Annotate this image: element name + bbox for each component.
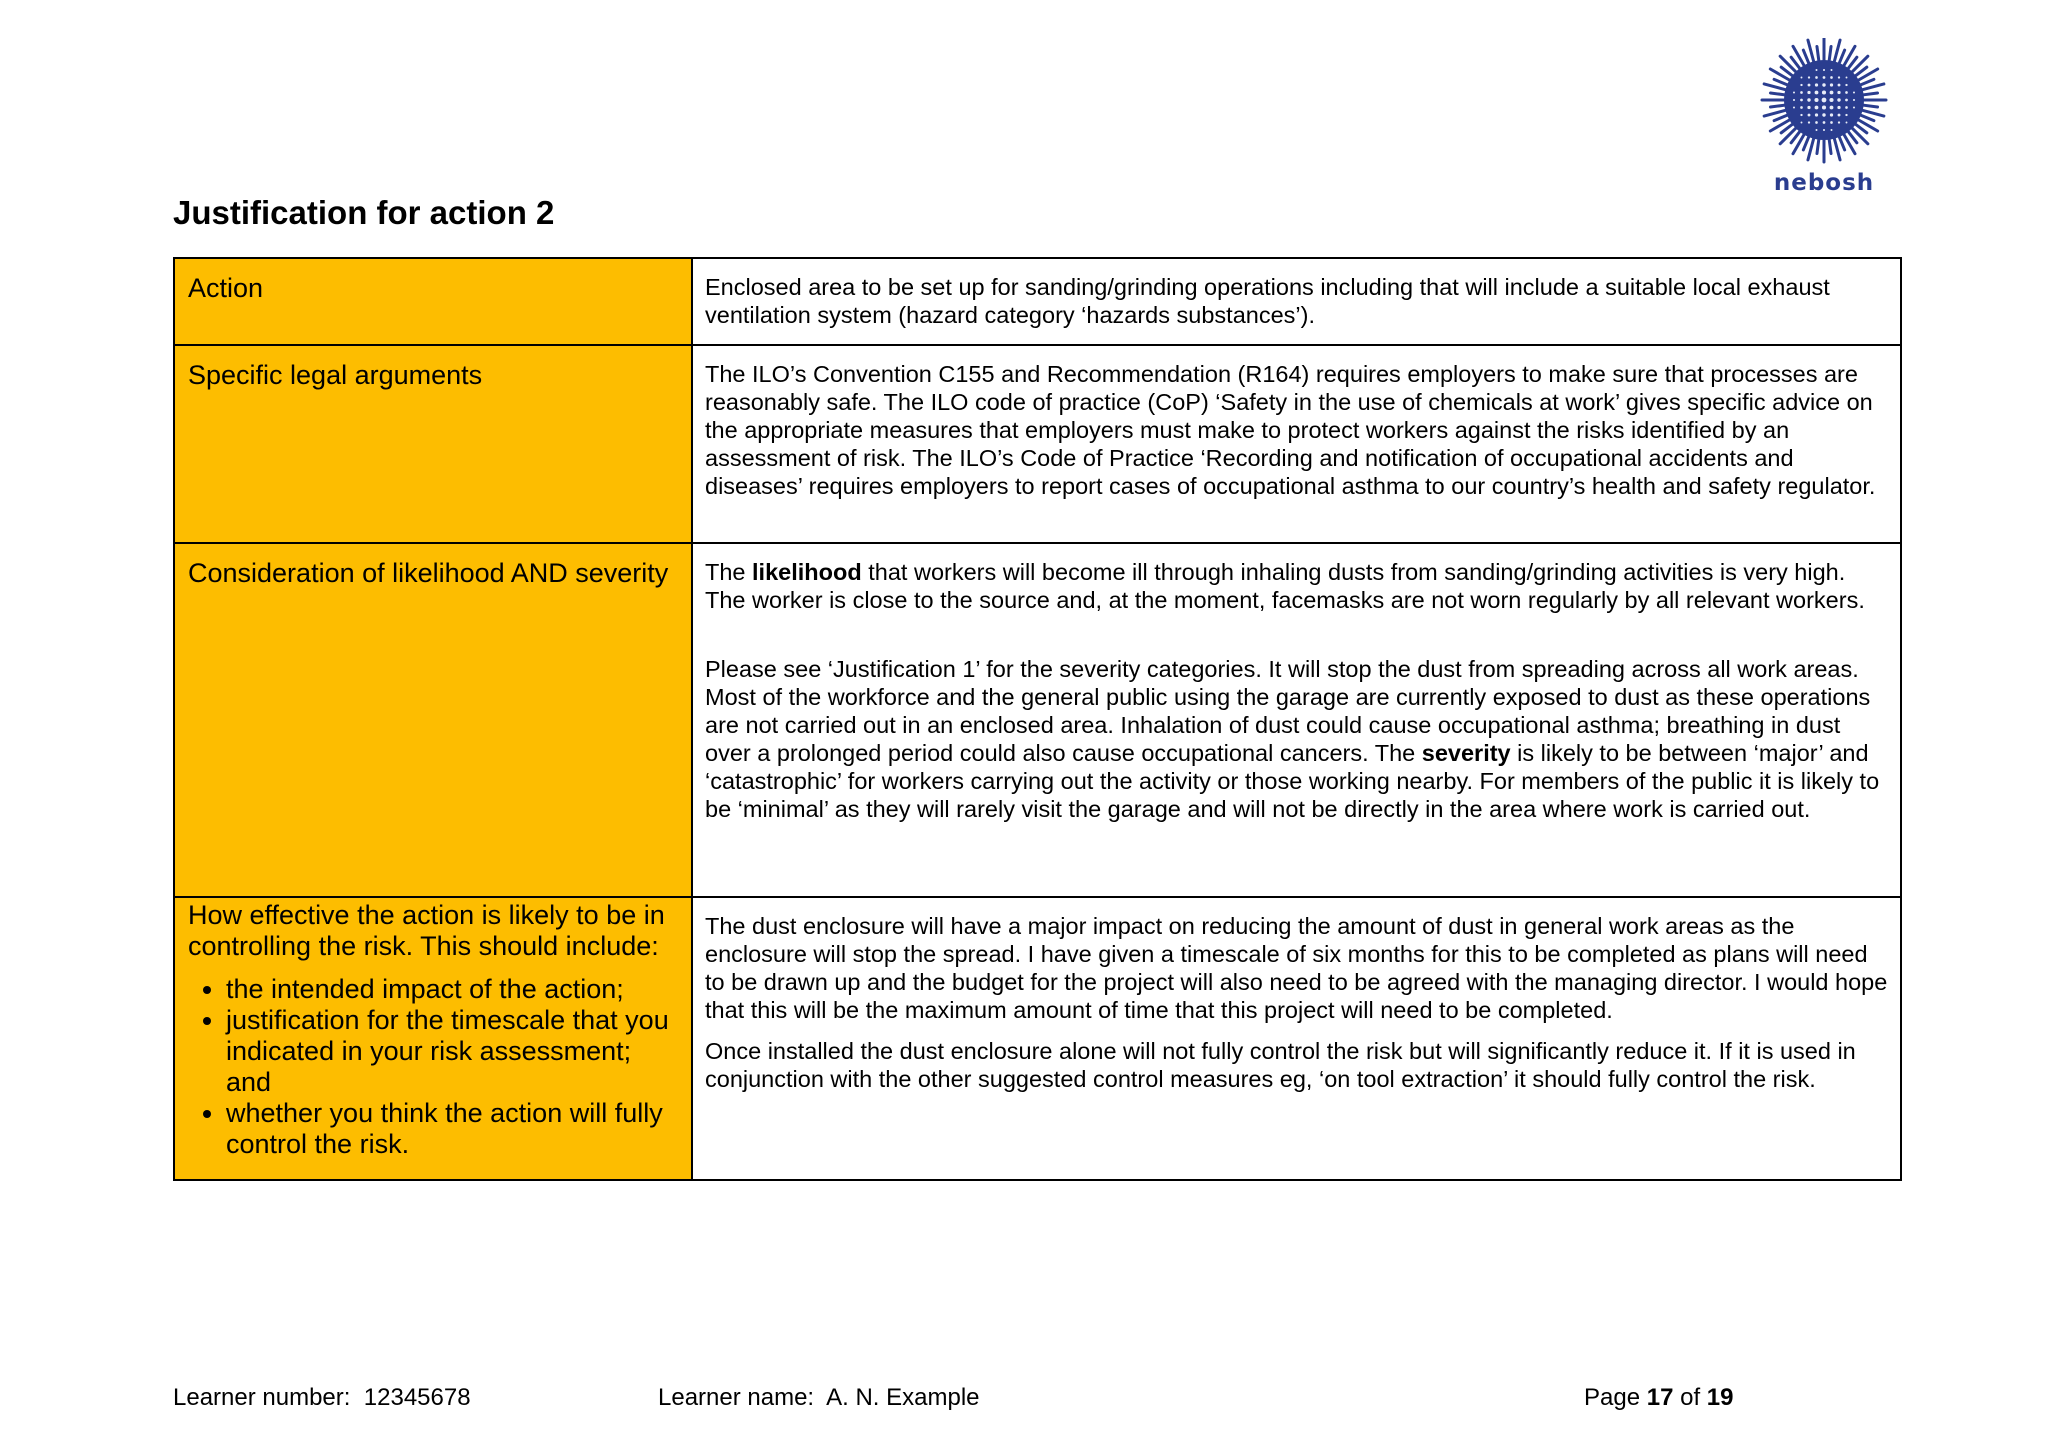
content-paragraph xyxy=(705,360,1888,500)
justification-table xyxy=(173,257,1902,1181)
content-paragraph xyxy=(705,1037,1888,1093)
row-label: Consideration of likelihood AND severity xyxy=(174,543,692,897)
content-paragraph xyxy=(705,912,1888,1024)
list-item: • whether you think the action will fully control the risk. xyxy=(226,1098,679,1160)
row-label-cell xyxy=(174,897,692,1180)
page-of-word: of xyxy=(1680,1384,1701,1411)
text-run: is likely to be between ‘major’ and ‘catastrophic’ for workers carrying out the activity or those working nearby. For members of the public it is likely to be ‘minimal’ as they will rarely visit the garage and will not be directly in the area where work is carried out. xyxy=(705,740,1880,822)
page-current: 17 xyxy=(1646,1384,1674,1411)
starburst-icon xyxy=(1748,38,1900,168)
table-row-effectiveness xyxy=(174,897,1901,1180)
page-total: 19 xyxy=(1706,1384,1734,1411)
text-run: that workers will become ill through inhaling dusts from sanding/grinding activities is very high. The worker is close to the source and, at the moment, facemasks are not worn regularly by all relevant workers. xyxy=(705,559,1865,613)
logo-wordmark: nebosh xyxy=(1773,170,1875,196)
learner-name-value: A. N. Example xyxy=(826,1384,980,1411)
learner-number-label: Learner number: xyxy=(173,1384,351,1411)
learner-number xyxy=(173,1384,471,1412)
content-paragraph xyxy=(705,273,1888,329)
content-paragraph xyxy=(705,558,1888,614)
page-title: Justification for action 2 xyxy=(173,194,555,231)
list-item: • the intended impact of the action; xyxy=(226,974,679,1005)
text-run: Enclosed area to be set up for sanding/grinding operations including that will include a suitable local exhaust ventilation system (hazard category ‘hazards substances’). xyxy=(705,274,1830,328)
table-row-likelihood-severity xyxy=(174,543,1901,897)
nebosh-logo xyxy=(1748,38,1900,204)
bold-term: likelihood xyxy=(752,559,862,585)
list-item: • justification for the timescale that you indicated in your risk assessment; and xyxy=(226,1005,679,1098)
row-content xyxy=(692,258,1901,345)
row-content xyxy=(692,345,1901,543)
text-run: The xyxy=(705,559,753,585)
text-run: The dust enclosure will have a major impact on reducing the amount of dust in general work areas as the enclosure will stop the spread. I have given a timescale of six months for this to be completed as plans will need to be drawn up and the budget for the project will also need to be agreed with the managing director. I would hope that this will be the maximum amount of time that this project will need to be completed. xyxy=(705,913,1888,1023)
label-bullet-list xyxy=(188,974,679,1160)
row-label: How effective the action is likely to be in controlling the risk. This should include: xyxy=(188,900,665,961)
text-run: Once installed the dust enclosure alone will not fully control the risk but will significantly reduce it. If it is used in conjunction with the other suggested control measures eg, ‘on tool extraction’ it should fully control the risk. xyxy=(705,1038,1856,1092)
table-row-action xyxy=(174,258,1901,345)
row-content xyxy=(692,897,1901,1180)
row-label: Specific legal arguments xyxy=(174,345,692,543)
text-run: Please see ‘Justification 1’ for the severity categories. It will stop the dust from spreading across all work areas. Most of the workforce and the general public using the garage are currently exposed to dust as these operations are not carried out in an enclosed area. Inhalation of dust could cause occupational asthma; breathing in dust over a prolonged period could also cause occupational cancers. The xyxy=(705,656,1871,766)
table-row-legal-arguments xyxy=(174,345,1901,543)
page-word: Page xyxy=(1584,1384,1641,1411)
learner-number-value: 12345678 xyxy=(363,1384,471,1411)
bold-term: severity xyxy=(1421,740,1511,766)
text-run: The ILO’s Convention C155 and Recommendation (R164) requires employers to make sure that processes are reasonably safe. The ILO code of practice (CoP) ‘Safety in the use of chemicals at work’ gives specific advice on the appropriate measures that employers must make to protect workers against the risks identified by an assessment of risk. The ILO’s Code of Practice ‘Recording and notification of occupational accidents and diseases’ requires employers to report cases of occupational asthma to our country’s health and safety regulator. xyxy=(705,361,1876,499)
content-paragraph xyxy=(705,655,1888,823)
row-label: Action xyxy=(174,258,692,345)
page-number xyxy=(1584,1384,1734,1412)
row-content xyxy=(692,543,1901,897)
learner-name-label: Learner name: xyxy=(658,1384,815,1411)
learner-name xyxy=(658,1384,980,1412)
